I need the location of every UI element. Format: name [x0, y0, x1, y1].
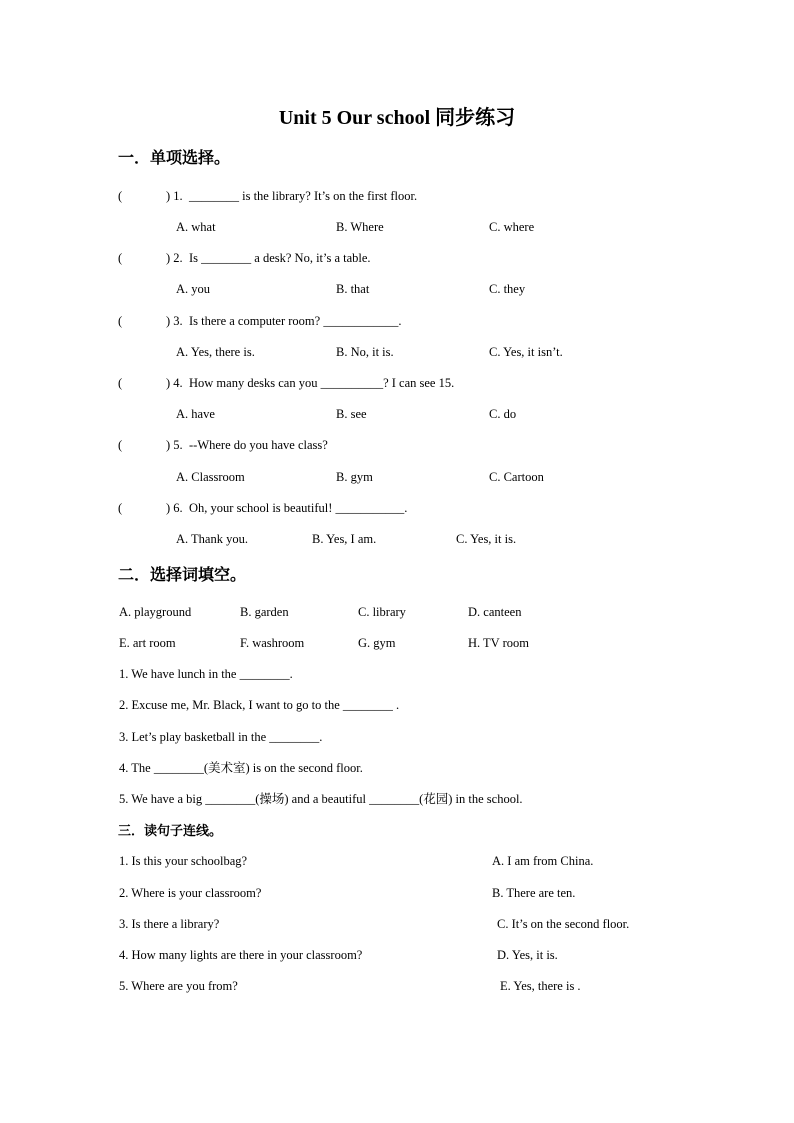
- q2-option-b: B. that: [336, 282, 370, 296]
- section2-heading: 二．选择词填空。: [118, 565, 247, 584]
- q4-option-c: C. do: [489, 407, 517, 421]
- word-option: H. TV room: [468, 636, 529, 650]
- q1-option-a: A. what: [176, 220, 216, 234]
- q6-option-a: A. Thank you.: [176, 532, 248, 546]
- q6-stem: Oh, your school is beautiful! ___________.: [189, 501, 408, 515]
- q6-option-c: C. Yes, it is.: [456, 532, 517, 546]
- fill-sentence: 3. Let’s play basketball in the ________.: [119, 730, 323, 744]
- match-question: 5. Where are you from?: [119, 979, 238, 993]
- answer-paren-open: (: [118, 376, 123, 390]
- q1-option-b: B. Where: [336, 220, 384, 234]
- match-question: 3. Is there a library?: [119, 917, 220, 931]
- match-question: 4. How many lights are there in your classroom?: [119, 948, 363, 962]
- word-option: D. canteen: [468, 605, 522, 619]
- q5-option-c: C. Cartoon: [489, 470, 544, 484]
- match-answer: D. Yes, it is.: [497, 948, 558, 962]
- q3-stem: Is there a computer room? ____________.: [189, 314, 402, 328]
- answer-paren-open: (: [118, 314, 123, 328]
- q2-option-a: A. you: [176, 282, 211, 296]
- q3-number: ) 3.: [166, 314, 183, 328]
- fill-sentence: 2. Excuse me, Mr. Black, I want to go to the ________ .: [119, 698, 400, 712]
- match-answer: A. I am from China.: [492, 854, 594, 868]
- section3-heading: 三．读句子连线。: [118, 824, 223, 839]
- word-option: F. washroom: [240, 636, 305, 650]
- word-option: C. library: [358, 605, 406, 619]
- q4-option-b: B. see: [336, 407, 367, 421]
- word-option: E. art room: [119, 636, 176, 650]
- q1-option-c: C. where: [489, 220, 535, 234]
- q5-stem: --Where do you have class?: [189, 438, 328, 452]
- q5-number: ) 5.: [166, 438, 183, 452]
- answer-paren-open: (: [118, 438, 123, 452]
- section1-heading: 一．单项选择。: [118, 148, 231, 167]
- q3-option-a: A. Yes, there is.: [176, 345, 255, 359]
- match-question: 1. Is this your schoolbag?: [119, 854, 248, 868]
- fill-sentence: 1. We have lunch in the ________.: [119, 667, 293, 681]
- q1-number: ) 1.: [166, 189, 183, 203]
- q5-option-b: B. gym: [336, 470, 373, 484]
- answer-paren-open: (: [118, 189, 123, 203]
- q3-option-b: B. No, it is.: [336, 345, 394, 359]
- fill-sentence: 5. We have a big ________(操场) and a beautiful ________(花园) in the school.: [119, 792, 523, 806]
- q2-option-c: C. they: [489, 282, 526, 296]
- word-option: A. playground: [119, 605, 192, 619]
- q6-option-b: B. Yes, I am.: [312, 532, 377, 546]
- answer-paren-open: (: [118, 251, 123, 265]
- word-option: G. gym: [358, 636, 396, 650]
- match-answer: C. It’s on the second floor.: [497, 917, 630, 931]
- match-question: 2. Where is your classroom?: [119, 886, 262, 900]
- q2-number: ) 2.: [166, 251, 183, 265]
- word-option: B. garden: [240, 605, 289, 619]
- q4-stem: How many desks can you __________? I can see 15.: [189, 376, 455, 390]
- match-answer: E. Yes, there is .: [500, 979, 581, 993]
- match-answer: B. There are ten.: [492, 886, 576, 900]
- worksheet-title: Unit 5 Our school 同步练习: [278, 107, 516, 129]
- fill-sentence: 4. The ________(美术室) is on the second floor.: [119, 761, 363, 775]
- q6-number: ) 6.: [166, 501, 183, 515]
- q2-stem: Is ________ a desk? No, it’s a table.: [189, 251, 371, 265]
- q4-option-a: A. have: [176, 407, 215, 421]
- q1-stem: ________ is the library? It’s on the first floor.: [189, 189, 418, 203]
- q3-option-c: C. Yes, it isn’t.: [489, 345, 563, 359]
- q5-option-a: A. Classroom: [176, 470, 245, 484]
- q4-number: ) 4.: [166, 376, 183, 390]
- answer-paren-open: (: [118, 501, 123, 515]
